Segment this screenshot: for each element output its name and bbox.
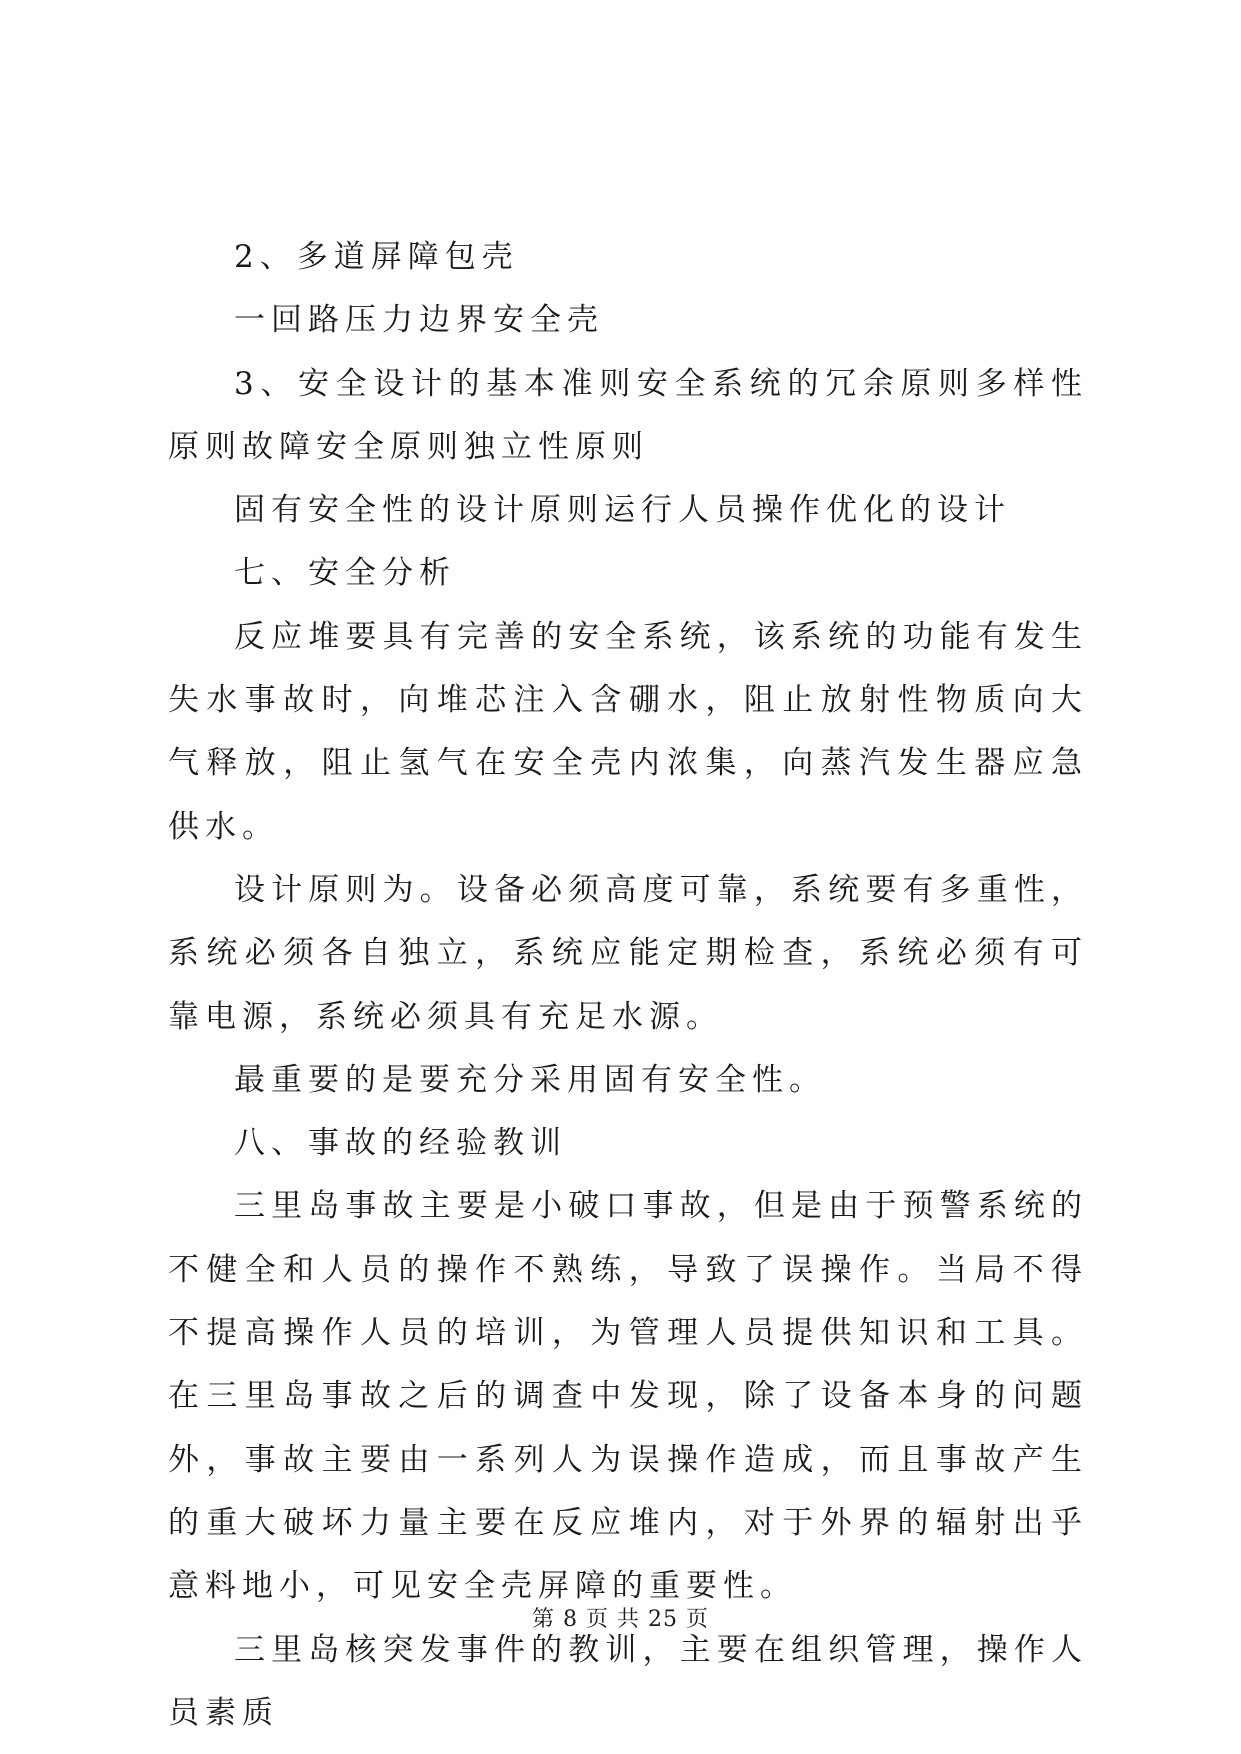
paragraph-tmi-lessons: 三里岛核突发事件的教训，主要在组织管理，操作人员素质 [168, 1631, 1088, 1731]
heading-accident-lessons: 八、事故的经验教训 [234, 1125, 567, 1162]
heading-safety-analysis: 七、安全分析 [234, 555, 456, 592]
paragraph-inherent-safety-priority: 最重要的是要充分采用固有安全性。 [234, 1061, 826, 1098]
body-text [168, 226, 1088, 1745]
paragraph-design-principles: 设计原则为。设备必须高度可靠，系统要有多重性，系统必须各自独立，系统应能定期检查，系统必须有可靠电源，系统必须具有充足水源。 [168, 871, 1088, 1035]
paragraph-inherent-safety-design: 固有安全性的设计原则运行人员操作优化的设计 [234, 492, 1011, 529]
paragraph-tmi-accident: 三里岛事故主要是小破口事故，但是由于预警系统的不健全和人员的操作不熟练，导致了误操作。当局不得不提高操作人员的培训，为管理人员提供知识和工具。在三里岛事故之后的调查中发现，除了设备本身的问题外，事故主要由一系列人为误操作造成，而且事故产生的重大破坏力量主要在反应堆内，对于外界的辐射出乎意料地小，可见安全壳屏障的重要性。 [168, 1188, 1088, 1605]
paragraph-multi-barrier-cladding: 2、多道屏障包壳 [234, 239, 519, 275]
page-footer: 第 8 页 共 25 页 [532, 1607, 709, 1632]
paragraph-reactor-safety-system: 反应堆要具有完善的安全系统，该系统的功能有发生失水事故时，向堆芯注入含硼水，阻止放射性物质向大气释放，阻止氢气在安全壳内浓集，向蒸汽发生器应急供水。 [168, 618, 1088, 845]
paragraph-primary-loop-boundary: 一回路压力边界安全壳 [234, 302, 604, 339]
paragraph-safety-design-principles: 3、安全设计的基本准则安全系统的冗余原则多样性原则故障安全原则独立性原则 [168, 365, 1088, 465]
